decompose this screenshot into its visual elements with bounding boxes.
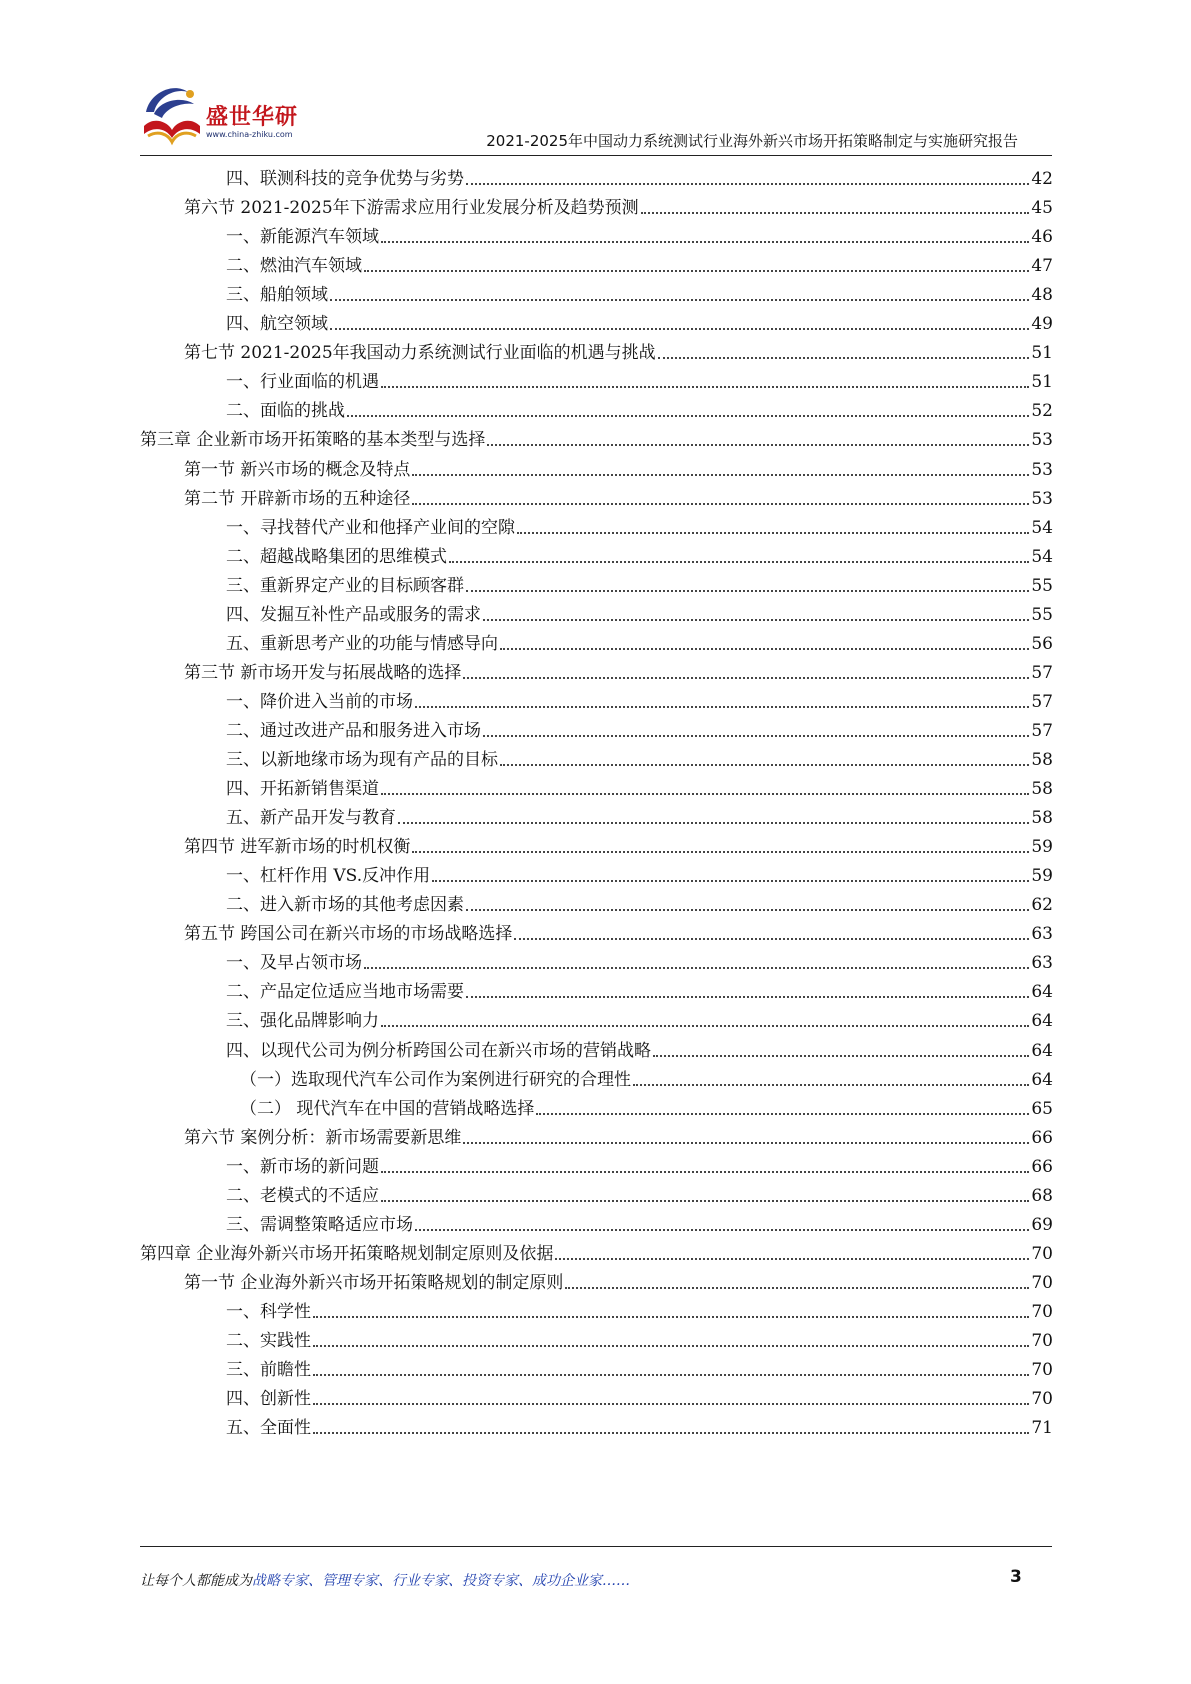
toc-dot-leader [514, 938, 1029, 940]
toc-entry-page: 57 [1031, 662, 1053, 683]
toc-entry-page: 70 [1031, 1331, 1053, 1351]
toc-entry-title: 三、重新界定产业的目标顾客群 [226, 575, 464, 596]
toc-entry[interactable] [226, 306, 1053, 336]
toc-entry[interactable] [226, 539, 1053, 569]
toc-entry-title: 二、通过改进产品和服务进入市场 [226, 720, 481, 741]
toc-dot-leader [347, 415, 1029, 417]
toc-entry[interactable] [140, 422, 1053, 452]
toc-entry-page: 49 [1031, 314, 1053, 335]
toc-entry-title: 五、新产品开发与教育 [226, 808, 396, 829]
toc-entry-title: 三、前瞻性 [226, 1360, 311, 1381]
toc-dot-leader [517, 532, 1029, 534]
toc-entry-page: 64 [1031, 1069, 1053, 1090]
toc-entry[interactable] [226, 510, 1053, 540]
toc-dot-leader [381, 1171, 1029, 1173]
toc-dot-leader [487, 444, 1029, 446]
toc-entry-title: 第六节 2021-2025年下游需求应用行业发展分析及趋势预测 [184, 198, 639, 219]
toc-dot-leader [633, 1084, 1029, 1086]
toc-entry-page: 64 [1031, 1011, 1053, 1032]
toc-entry-page: 56 [1031, 633, 1053, 654]
toc-dot-leader [449, 561, 1029, 563]
toc-entry-page: 65 [1031, 1098, 1053, 1119]
toc-entry-title: 四、创新性 [226, 1389, 311, 1410]
toc-entry-title: 三、需调整策略适应市场 [226, 1214, 413, 1235]
toc-entry-page: 70 [1031, 1360, 1053, 1381]
toc-entry-title: 一、新市场的新问题 [226, 1156, 379, 1177]
toc-entry-page: 66 [1031, 1127, 1053, 1148]
toc-entry-title: 二、进入新市场的其他考虑因素 [226, 895, 464, 916]
toc-entry[interactable] [184, 452, 1053, 482]
toc-entry-page: 59 [1031, 866, 1053, 887]
toc-dot-leader [381, 386, 1029, 388]
toc-entry[interactable] [226, 974, 1053, 1004]
toc-dot-leader [500, 648, 1029, 650]
toc-entry[interactable] [226, 887, 1053, 917]
toc-entry-page: 53 [1031, 488, 1053, 509]
toc-dot-leader [364, 270, 1029, 272]
toc-dot-leader [412, 474, 1029, 476]
toc-dot-leader [313, 1374, 1029, 1376]
toc-dot-leader [483, 735, 1029, 737]
toc-entry-title: 三、以新地缘市场为现有产品的目标 [226, 750, 498, 770]
toc-entry[interactable] [226, 219, 1053, 249]
toc-entry-page: 70 [1031, 1272, 1053, 1293]
toc-entry-title: 二、燃油汽车领域 [226, 256, 362, 277]
toc-entry-page: 70 [1031, 1301, 1053, 1322]
toc-entry-page: 58 [1031, 808, 1053, 829]
toc-entry[interactable] [226, 713, 1053, 743]
toc-entry-title: 五、全面性 [226, 1418, 311, 1439]
toc-entry-title: 一、杠杆作用 VS.反冲作用 [226, 866, 431, 887]
toc-entry-title: （一）选取现代汽车公司作为案例进行研究的合理性 [240, 1069, 631, 1090]
toc-entry[interactable] [226, 277, 1053, 307]
toc-entry-page: 63 [1031, 953, 1053, 974]
toc-entry-page: 51 [1031, 343, 1053, 364]
toc-entry-page: 46 [1031, 227, 1053, 248]
toc-entry-title: 三、强化品牌影响力 [226, 1011, 379, 1032]
toc-dot-leader [381, 793, 1029, 795]
toc-entry[interactable] [226, 1352, 1053, 1382]
toc-entry-title: 四、联测科技的竞争优势与劣势 [226, 169, 464, 189]
toc-entry-page: 64 [1031, 1040, 1053, 1061]
toc-entry[interactable] [184, 829, 1053, 859]
toc-entry-page: 70 [1031, 1243, 1053, 1264]
footer-divider [140, 1546, 1052, 1547]
toc-entry-title: 第二节 开辟新市场的五种途径 [184, 488, 411, 509]
toc-entry[interactable] [184, 481, 1053, 511]
toc-entry-title: 二、实践性 [226, 1331, 311, 1351]
toc-entry[interactable] [184, 916, 1053, 946]
toc-entry-title: 五、重新思考产业的功能与情感导向 [226, 633, 498, 654]
toc-dot-leader [466, 909, 1029, 911]
toc-entry-page: 71 [1031, 1418, 1053, 1439]
toc-entry-title: 四、航空领域 [226, 314, 328, 335]
toc-entry-title: 三、船舶领域 [226, 285, 328, 306]
toc-entry[interactable] [184, 1265, 1053, 1295]
toc-entry-title: 第四节 进军新市场的时机权衡 [184, 837, 411, 858]
toc-entry-page: 62 [1031, 895, 1053, 916]
toc-entry[interactable] [240, 1062, 1053, 1092]
toc-entry-title: 第四章 企业海外新兴市场开拓策略规划制定原则及依据 [140, 1243, 554, 1264]
header-divider [140, 155, 1052, 156]
report-title: 2021-2025年中国动力系统测试行业海外新兴市场开拓策略制定与实施研究报告 [486, 132, 1018, 150]
toc-entry-title: 二、老模式的不适应 [226, 1185, 379, 1206]
toc-entry-title: 四、发掘互补性产品或服务的需求 [226, 604, 481, 625]
toc-entry-title: 第一节 新兴市场的概念及特点 [184, 459, 411, 480]
toc-entry-page: 51 [1031, 372, 1053, 393]
toc-entry[interactable] [226, 161, 1053, 191]
toc-dot-leader [313, 1316, 1029, 1318]
toc-entry-page: 53 [1031, 459, 1053, 480]
slogan-highlight: 战略专家、管理专家、行业专家、投资专家、成功企业家…… [252, 1573, 630, 1589]
toc-entry-page: 57 [1031, 691, 1053, 712]
toc-dot-leader [432, 880, 1029, 882]
toc-dot-leader [415, 1229, 1029, 1231]
toc-entry-title: 一、科学性 [226, 1301, 311, 1322]
toc-dot-leader [466, 183, 1029, 185]
toc-dot-leader [381, 1025, 1029, 1027]
toc-entry-title: 第一节 企业海外新兴市场开拓策略规划的制定原则 [184, 1272, 564, 1293]
toc-entry-page: 64 [1031, 982, 1053, 1003]
toc-entry-page: 45 [1031, 198, 1053, 219]
toc-entry[interactable] [226, 568, 1053, 598]
toc-dot-leader [412, 851, 1029, 853]
toc-dot-leader [412, 503, 1029, 505]
toc-entry[interactable] [226, 597, 1053, 627]
toc-dot-leader [330, 328, 1029, 330]
toc-entry-page: 54 [1031, 546, 1053, 567]
toc-entry[interactable] [226, 1178, 1053, 1208]
toc-entry[interactable] [240, 1091, 1053, 1121]
toc-entry-title: 一、降价进入当前的市场 [226, 691, 413, 712]
toc-entry-page: 69 [1031, 1214, 1053, 1235]
toc-entry[interactable] [226, 858, 1053, 888]
toc-dot-leader [658, 357, 1030, 359]
toc-dot-leader [536, 1113, 1029, 1115]
toc-dot-leader [381, 241, 1029, 243]
toc-entry-page: 55 [1031, 604, 1053, 625]
toc-entry[interactable] [226, 1033, 1053, 1063]
logo-name: 盛世华研 [206, 105, 299, 130]
toc-entry-title: 一、及早占领市场 [226, 953, 362, 974]
toc-entry[interactable] [226, 684, 1053, 714]
toc-dot-leader [398, 822, 1029, 824]
toc-entry-title: 第七节 2021-2025年我国动力系统测试行业面临的机遇与挑战 [184, 343, 656, 364]
page-number: 3 [1010, 1567, 1022, 1587]
toc-entry-page: 58 [1031, 750, 1053, 770]
toc-entry-title: 第六节 案例分析：新市场需要新思维 [184, 1127, 462, 1148]
page-header [0, 0, 1191, 160]
logo-url: www.china-zhiku.com [206, 130, 293, 139]
toc-entry[interactable] [226, 1381, 1053, 1411]
toc-entry-title: （二） 现代汽车在中国的营销战略选择 [240, 1098, 535, 1119]
slogan-prefix: 让每个人都能成为 [140, 1573, 252, 1589]
toc-dot-leader [330, 299, 1029, 301]
toc-dot-leader [463, 677, 1029, 679]
toc-entry[interactable] [184, 1120, 1053, 1150]
toc-entry[interactable] [226, 945, 1053, 975]
toc-dot-leader [313, 1432, 1029, 1434]
toc-entry-page: 66 [1031, 1156, 1053, 1177]
toc-entry-page: 54 [1031, 517, 1053, 538]
toc-entry[interactable] [226, 771, 1053, 801]
toc-entry-page: 57 [1031, 720, 1053, 741]
toc-dot-leader [565, 1287, 1029, 1289]
toc-entry-title: 二、超越战略集团的思维模式 [226, 546, 447, 567]
toc-dot-leader [313, 1403, 1029, 1405]
toc-dot-leader [463, 1142, 1029, 1144]
toc-entry-page: 53 [1031, 430, 1053, 451]
toc-entry-title: 第三章 企业新市场开拓策略的基本类型与选择 [140, 430, 486, 451]
toc-dot-leader [415, 706, 1029, 708]
toc-entry[interactable] [226, 248, 1053, 278]
toc-entry[interactable] [226, 800, 1053, 830]
toc-entry[interactable] [140, 1236, 1053, 1266]
toc-entry-page: 55 [1031, 575, 1053, 596]
toc-entry[interactable] [226, 1294, 1053, 1324]
toc-dot-leader [483, 619, 1029, 621]
toc-entry-title: 四、开拓新销售渠道 [226, 779, 379, 800]
toc-entry-title: 第三节 新市场开发与拓展战略的选择 [184, 662, 462, 683]
toc-entry[interactable] [226, 742, 1053, 772]
toc-entry-page: 63 [1031, 924, 1053, 945]
toc-dot-leader [641, 212, 1030, 214]
toc-entry-page: 48 [1031, 285, 1053, 306]
toc-dot-leader [500, 764, 1029, 766]
toc-dot-leader [555, 1258, 1029, 1260]
toc-entry[interactable] [226, 626, 1053, 656]
toc-entry-title: 一、寻找替代产业和他择产业间的空隙 [226, 517, 515, 538]
toc-entry[interactable] [226, 1149, 1053, 1179]
toc-dot-leader [653, 1055, 1029, 1057]
toc-dot-leader [364, 967, 1029, 969]
toc-entry[interactable] [184, 190, 1053, 220]
toc-entry[interactable] [226, 393, 1053, 423]
toc-entry[interactable] [184, 335, 1053, 365]
logo-emblem-icon [140, 82, 204, 148]
toc-entry-page: 70 [1031, 1389, 1053, 1410]
toc-dot-leader [313, 1345, 1029, 1347]
toc-dot-leader [381, 1200, 1029, 1202]
toc-entry-page: 59 [1031, 837, 1053, 858]
toc-entry-page: 42 [1031, 169, 1053, 189]
toc-entry-page: 47 [1031, 256, 1053, 277]
toc-entry[interactable] [226, 1003, 1053, 1033]
toc-entry[interactable] [226, 364, 1053, 394]
toc-entry-title: 二、面临的挑战 [226, 401, 345, 422]
toc-entry-page: 52 [1031, 401, 1053, 422]
toc-entry[interactable] [226, 1410, 1053, 1440]
footer-slogan [140, 1570, 630, 1590]
toc-entry-title: 四、以现代公司为例分析跨国公司在新兴市场的营销战略 [226, 1040, 651, 1061]
toc-entry[interactable] [184, 655, 1053, 685]
company-logo [140, 82, 310, 148]
toc-entry-title: 一、行业面临的机遇 [226, 372, 379, 393]
toc-entry-page: 58 [1031, 779, 1053, 800]
toc-dot-leader [466, 590, 1029, 592]
toc-entry-title: 二、产品定位适应当地市场需要 [226, 982, 464, 1003]
toc-dot-leader [466, 996, 1029, 998]
toc-entry[interactable] [226, 1323, 1053, 1353]
toc-entry-title: 第五节 跨国公司在新兴市场的市场战略选择 [184, 924, 513, 945]
toc-entry-page: 68 [1031, 1185, 1053, 1206]
toc-entry[interactable] [226, 1207, 1053, 1237]
toc-entry-title: 一、新能源汽车领域 [226, 227, 379, 248]
